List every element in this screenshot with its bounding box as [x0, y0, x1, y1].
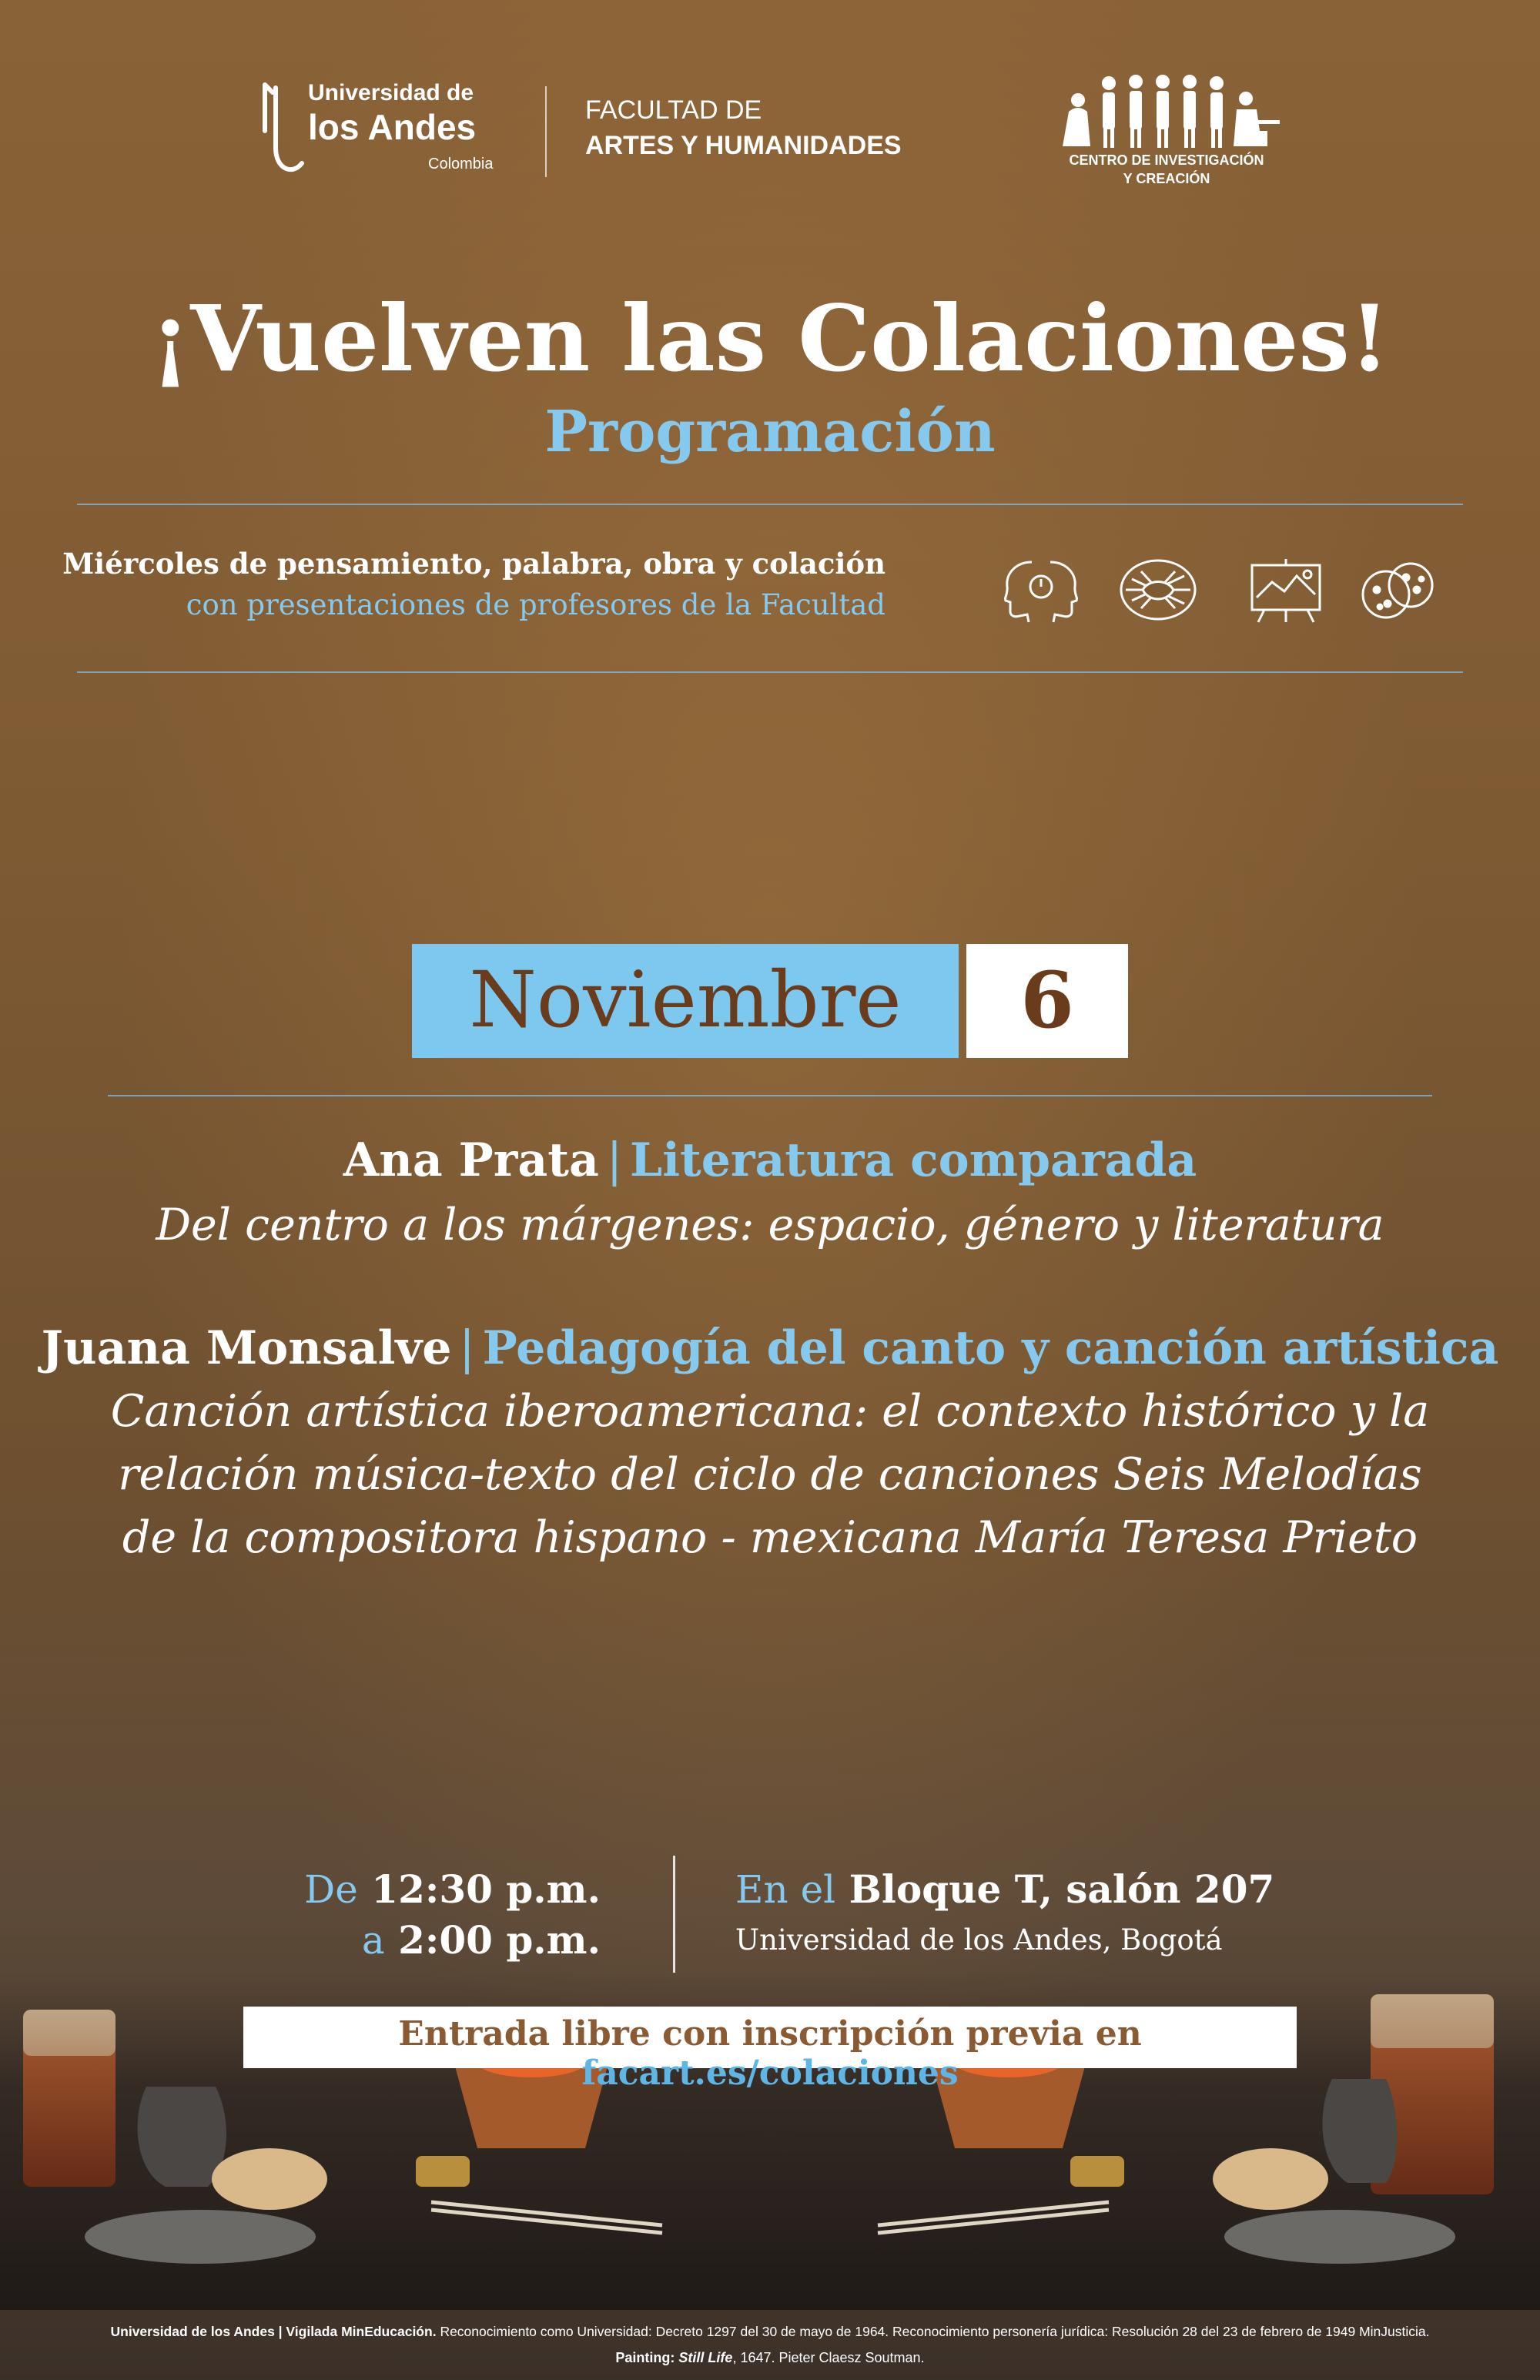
research-center-line2: Y CREACIÓN [1123, 171, 1210, 186]
talk-2-title [0, 1380, 1540, 1569]
registration-link[interactable]: facart.es/colaciones [581, 2054, 959, 2093]
to-time: 2:00 p.m. [398, 1917, 601, 1963]
divider-date [108, 1095, 1432, 1096]
location-prefix: En el [735, 1867, 836, 1912]
talk-2-title-line: relación música-texto del ciclo de canciones Seis Melodías [118, 1449, 1422, 1500]
divider-top [77, 504, 1463, 505]
speech-mouth-icon [1118, 556, 1198, 624]
footer-legal-bold: Universidad de los Andes | Vigilada MinEducación. [110, 2324, 437, 2339]
talk-1-speaker: Ana Prata [343, 1133, 599, 1187]
time-place-divider [673, 1856, 675, 1973]
location-city: Universidad de los Andes, Bogotá [735, 1923, 1223, 1957]
footer-legal-rest: Reconocimiento como Universidad: Decreto 1297 del 30 de mayo de 1964. Reconocimiento personería jurídica: Resolución 28 del 23 de febrero de 1949 MinJusticia. [440, 2324, 1430, 2339]
start-time [277, 1866, 601, 1912]
location [735, 1866, 1274, 1912]
talk-2-heading [0, 1321, 1540, 1375]
cookies-icon [1357, 556, 1437, 624]
divider-bottom [77, 671, 1463, 673]
logo-divider [545, 86, 547, 177]
talk-2-field: Pedagogía del canto y canción artística [482, 1321, 1499, 1375]
talk-2-speaker: Juana Monsalve [41, 1321, 452, 1375]
thinking-heads-icon [1001, 556, 1081, 624]
from-label: De [304, 1867, 358, 1912]
university-name-line1: Universidad de [308, 80, 474, 105]
footer-painting-credit [0, 2350, 1540, 2366]
talk-2-title-line: de la compositora hispano - mexicana María Teresa Prieto [122, 1512, 1418, 1563]
footer-legal [0, 2324, 1540, 2340]
research-center-figures-icon [1055, 69, 1286, 154]
talk-1-heading [0, 1133, 1540, 1187]
painting-credit-work: Still Life [678, 2350, 733, 2365]
talk-2-title-line: Canción artística iberoamericana: el contexto histórico y la [110, 1386, 1430, 1437]
talk-2-separator: | [459, 1321, 475, 1375]
end-time [277, 1917, 601, 1963]
location-place: Bloque T, salón 207 [849, 1866, 1275, 1912]
faculty-line1: FACULTAD DE [585, 95, 762, 125]
painting-credit-rest: , 1647. Pieter Claesz Soutman. [732, 2350, 925, 2365]
research-center-line1: CENTRO DE INVESTIGACIÓN [1069, 152, 1264, 168]
from-time: 12:30 p.m. [371, 1866, 601, 1912]
tagline-line2: con presentaciones de profesores de la Facultad [186, 588, 886, 621]
talk-1-separator: | [606, 1133, 623, 1187]
registration-label: Entrada libre con inscripción previa en [398, 2014, 1142, 2054]
page-subtitle: Programación [544, 399, 996, 465]
artwork-easel-icon [1246, 556, 1326, 624]
university-country: Colombia [428, 156, 494, 172]
talk-1-field: Literatura comparada [630, 1133, 1197, 1187]
registration-text [243, 2014, 1297, 2093]
date-day: 6 [1020, 955, 1074, 1046]
date-month: Noviembre [469, 955, 902, 1045]
talk-1-title [0, 1193, 1540, 1257]
to-label: a [361, 1918, 385, 1963]
painting-credit-label: Painting: [615, 2350, 675, 2365]
university-name-line2: los Andes [308, 107, 477, 147]
page-title: ¡Vuelven las Colaciones! [150, 285, 1390, 392]
talk-1-title-line: Del centro a los márgenes: espacio, género y literatura [156, 1200, 1384, 1250]
tagline-line1: Miércoles de pensamiento, palabra, obra y colación [62, 547, 886, 581]
faculty-line2: ARTES Y HUMANIDADES [585, 131, 902, 160]
